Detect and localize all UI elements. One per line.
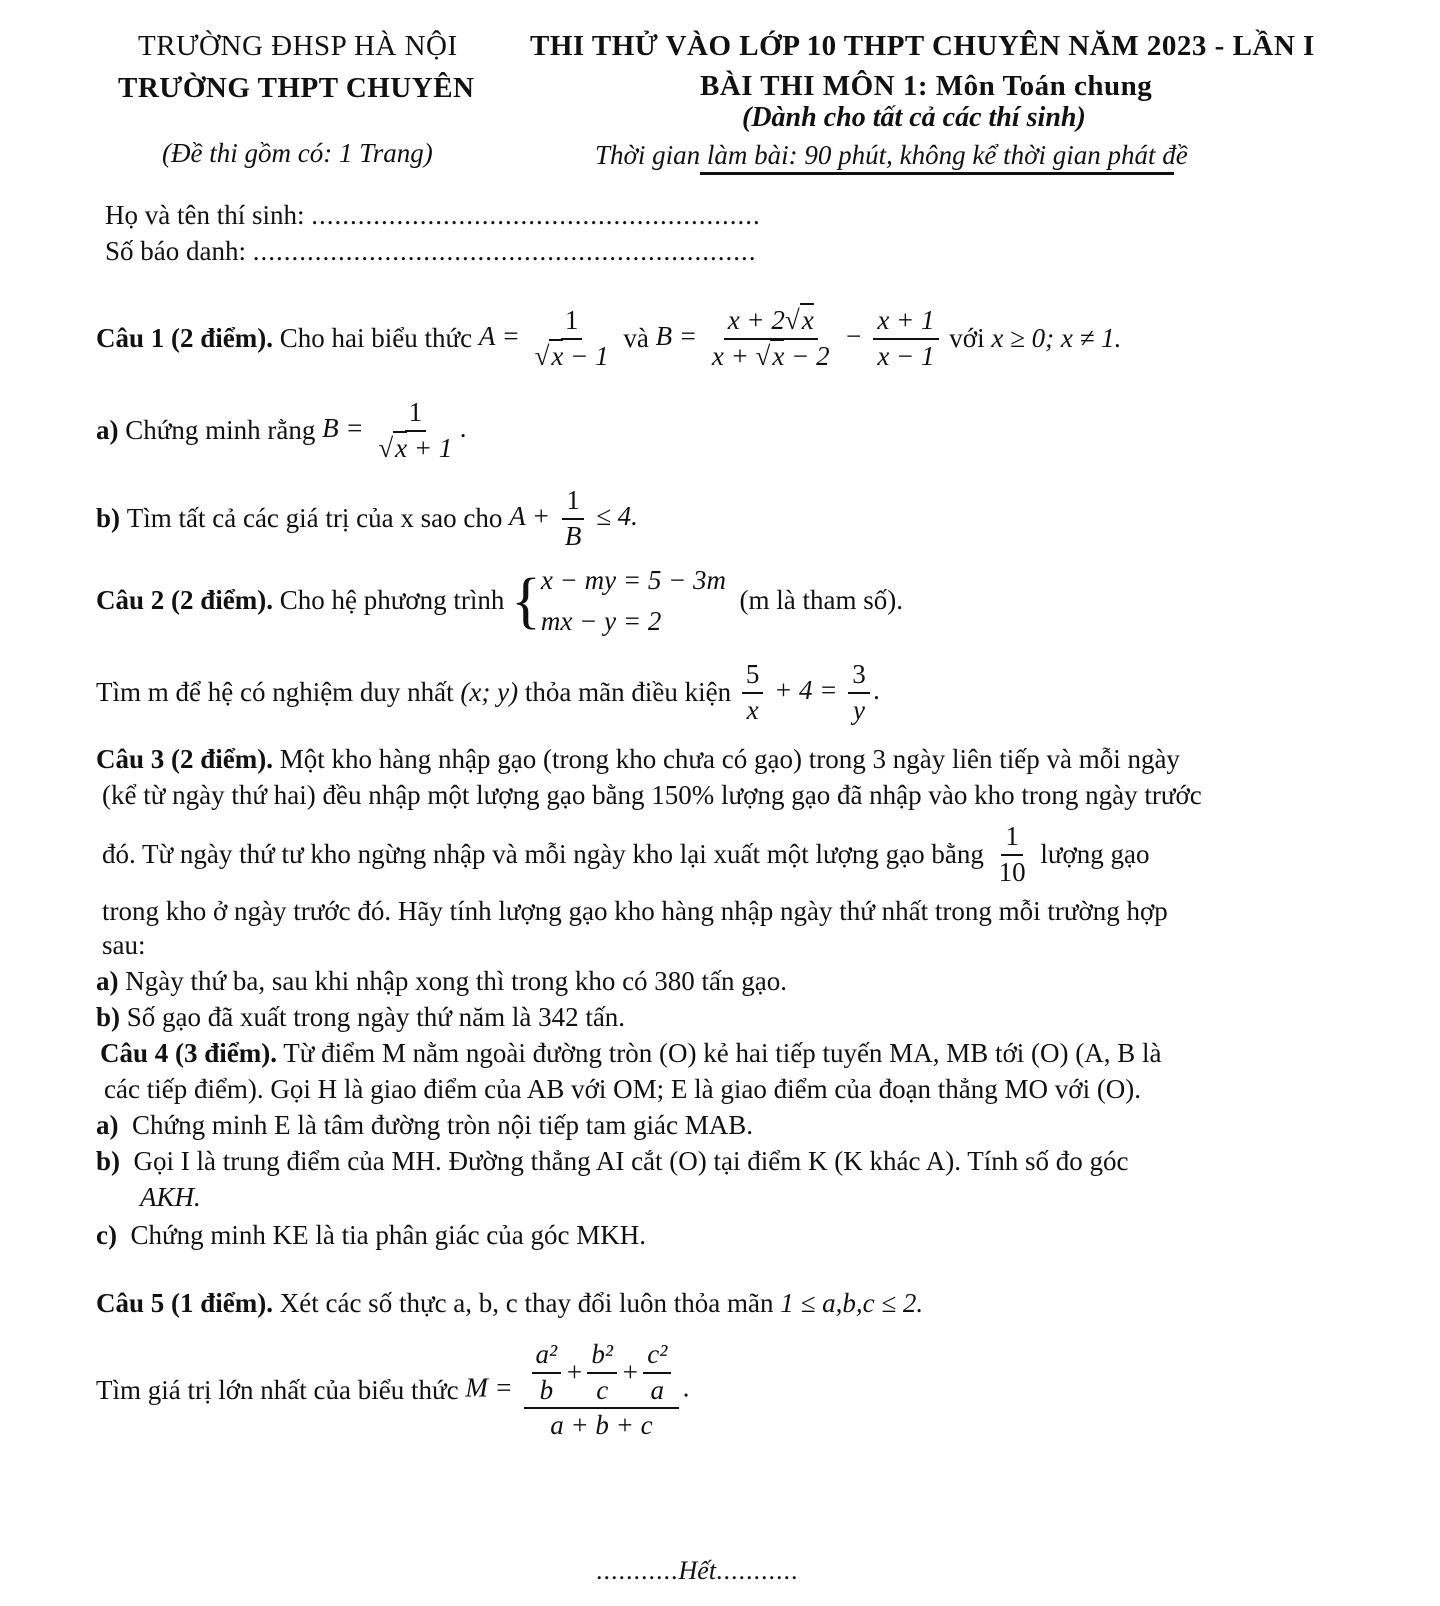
q2-title: Câu 2 (2 điểm). xyxy=(96,585,273,615)
end-dots-left: ........... xyxy=(596,1556,679,1585)
q4-c-label: c) xyxy=(96,1220,117,1250)
exam-audience: (Dành cho tất cả các thí sinh) xyxy=(742,102,1086,133)
q1-and: và xyxy=(623,323,649,354)
q3-part-a xyxy=(96,966,787,997)
q3-a-text: Ngày thứ ba, sau khi nhập xong thì trong kho có 380 tấn gạo. xyxy=(125,966,788,996)
q3-b-label: b) xyxy=(96,1002,121,1032)
q1-a-formula: B = $\frac{1}{√x + 1}$ . xyxy=(322,397,468,463)
end-dots-right: ........... xyxy=(716,1556,799,1585)
q2-statement xyxy=(96,560,903,641)
q1-condition: x ≥ 0; x ≠ 1. xyxy=(991,323,1122,354)
candidate-id-dots: ................................................................. xyxy=(252,236,757,266)
header-underline xyxy=(700,172,1174,175)
q3-a-label: a) xyxy=(96,966,119,996)
q5-range: 1 ≤ a,b,c ≤ 2. xyxy=(780,1288,924,1318)
q2-cond-formula: $\frac{5}{x}$ + 4 = $\frac{3}{y}$ . xyxy=(738,660,881,725)
q5-title: Câu 5 (1 điểm). xyxy=(96,1288,273,1318)
q5-find-row xyxy=(96,1340,690,1441)
q1-a-text: Chứng minh rằng xyxy=(125,415,316,446)
q3-part-b xyxy=(96,1002,625,1033)
q3-line4: trong kho ở ngày trước đó. Hãy tính lượng gạo kho hàng nhập ngày thứ nhất trong mỗi trường hợp xyxy=(102,896,1168,926)
q1-b-formula: A + $\frac{1}{B}$ ≤ 4. xyxy=(509,485,638,551)
q3-line5: sau: xyxy=(102,930,146,960)
q4-a-text: Chứng minh E là tâm đường tròn nội tiếp tam giác MAB. xyxy=(132,1110,753,1140)
q4-a-label: a) xyxy=(96,1110,119,1140)
q4-b-text: Gọi I là trung điểm của MH. Đường thẳng AI cắt (O) tại điểm K (K khác A). Tính số đo góc xyxy=(133,1146,1129,1176)
exam-title: THI THỬ VÀO LỚP 10 THPT CHUYÊN NĂM 2023 - LẦN I xyxy=(530,30,1315,62)
q2-system xyxy=(541,560,726,641)
exam-time-note: Thời gian làm bài: 90 phút, không kể thời gian phát đề xyxy=(595,140,1188,170)
candidate-name-row xyxy=(105,200,761,231)
q1-part-a xyxy=(96,398,467,463)
pages-note: (Đề thi gồm có: 1 Trang) xyxy=(162,138,433,168)
q1-b-label: b) xyxy=(96,503,121,534)
q4-b-label: b) xyxy=(96,1146,121,1176)
q3-line3-start: đó. Từ ngày thứ tư kho ngừng nhập và mỗi ngày kho lại xuất một lượng gạo bằng xyxy=(102,839,984,870)
q2-param-note: (m là tham số). xyxy=(739,585,904,615)
q4-part-c xyxy=(96,1220,646,1251)
q4-title: Câu 4 (3 điểm). xyxy=(100,1038,277,1068)
q5-statement xyxy=(96,1288,923,1319)
q3-fraction: $\frac{1}{10}$ xyxy=(998,821,1026,887)
q4-text-line1: Từ điểm M nằm ngoài đường tròn (O) kẻ hai tiếp tuyến MA, MB tới (O) (A, B là xyxy=(283,1038,1162,1068)
end-word: Hết xyxy=(678,1556,717,1585)
q1-b-text: Tìm tất cả các giá trị của x sao cho xyxy=(126,503,503,534)
q2-condition-row xyxy=(96,660,881,725)
q3-title: Câu 3 (2 điểm). xyxy=(96,744,273,774)
q1-title: Câu 1 (2 điểm). xyxy=(96,323,273,354)
school-name-line1: TRƯỜNG ĐHSP HÀ NỘI xyxy=(138,30,458,62)
exam-subject: BÀI THI MÔN 1: Môn Toán chung xyxy=(700,70,1153,102)
q2-eq1: x − my = 5 − 3m xyxy=(540,565,727,595)
q2-pair: (x; y) xyxy=(460,677,519,708)
end-marker xyxy=(596,1556,799,1586)
q5-intro: Xét các số thực a, b, c thay đổi luôn thỏa mãn xyxy=(279,1288,774,1318)
q1-expr-b: B = $\frac{x + 2√x}{x + √x - 2}$ − $\frac{x + 1}{x - 1}$ xyxy=(656,306,943,371)
q4-part-b xyxy=(96,1146,1128,1177)
q3-line1 xyxy=(96,744,1180,775)
candidate-id-row xyxy=(105,236,757,267)
q4-line2: các tiếp điểm). Gọi H là giao điểm của AB với OM; E là giao điểm của đoạn thẳng MO với (O). xyxy=(104,1074,1142,1104)
candidate-name-dots: .......................................................... xyxy=(311,200,761,230)
q2-find-text: Tìm m để hệ có nghiệm duy nhất xyxy=(96,677,454,708)
q1-with: với xyxy=(949,323,985,354)
q3-line2: (kể từ ngày thứ hai) đều nhập một lượng gạo bằng 150% lượng gạo đã nhập vào kho trong ngày trước xyxy=(102,780,1202,810)
q2-intro: Cho hệ phương trình xyxy=(279,585,505,615)
left-brace-icon: { xyxy=(511,566,541,635)
q2-cond-text: thỏa mãn điều kiện xyxy=(524,677,732,708)
q5-find-text: Tìm giá trị lớn nhất của biểu thức xyxy=(96,1375,459,1406)
school-name-line2: TRƯỜNG THPT CHUYÊN xyxy=(118,72,475,104)
q1-a-label: a) xyxy=(96,415,119,446)
q1-intro: Cho hai biểu thức xyxy=(279,323,473,354)
q3-text-line1: Một kho hàng nhập gạo (trong kho chưa có gạo) trong 3 ngày liên tiếp và mỗi ngày xyxy=(279,744,1180,774)
q5-formula: M = $\frac{\text{a²}}{b}$ + $\frac{\text{b²}}{c}$ + $\frac{\text{c²}}{a}$ a + b + c . xyxy=(465,1339,691,1441)
q1-statement xyxy=(96,306,1121,371)
q4-c-text: Chứng minh KE là tia phân giác của góc MKH. xyxy=(130,1220,647,1250)
q3-line3 xyxy=(102,822,1150,887)
candidate-id-label: Số báo danh: xyxy=(105,236,246,266)
q2-eq2: mx − y = 2 xyxy=(540,605,662,636)
q3-b-text: Số gạo đã xuất trong ngày thứ năm là 342 tấn. xyxy=(126,1002,626,1032)
q4-b-text-cont: AKH. xyxy=(140,1182,201,1212)
candidate-name-label: Họ và tên thí sinh: xyxy=(105,200,305,230)
q4-part-a xyxy=(96,1110,753,1141)
q3-line3-end: lượng gạo xyxy=(1040,839,1150,870)
q1-expr-a: A = $\frac{1}{√x - 1}$ xyxy=(478,305,609,371)
q1-part-b xyxy=(96,486,638,551)
q4-line1 xyxy=(100,1038,1161,1069)
